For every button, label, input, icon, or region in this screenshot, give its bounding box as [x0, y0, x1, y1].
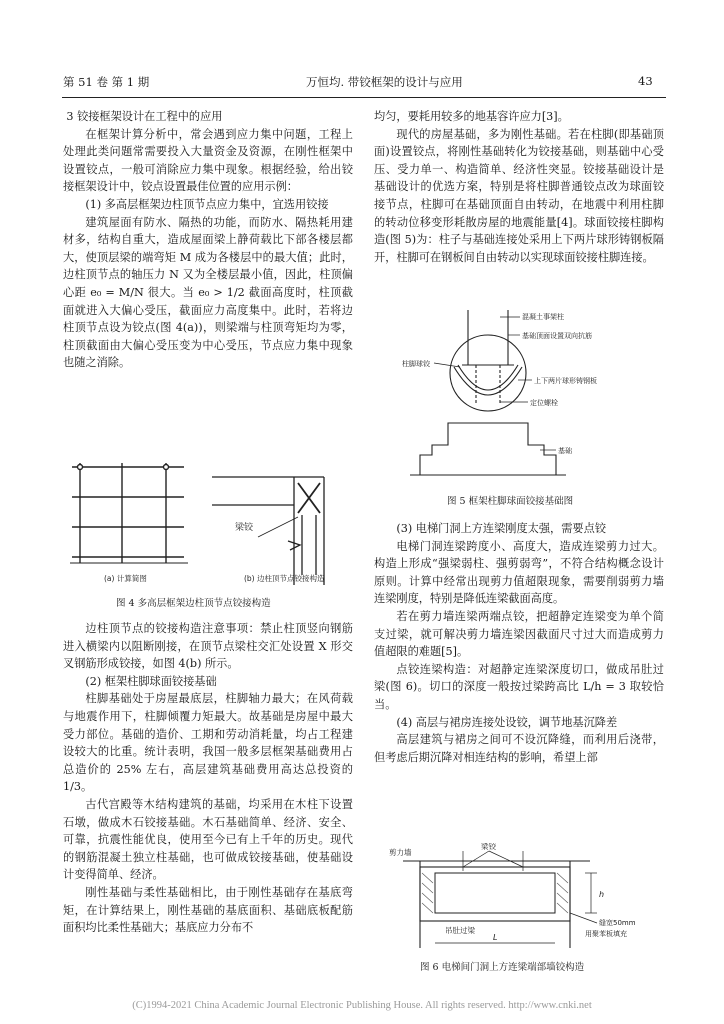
paragraph: 现代的房屋基础，多为刚性基础。若在柱脚(即基础顶面)设置铰点，将刚性基础转化为铰接基础，则基础中心受压、受力单一、构造简单、经济性突显。铰接基础设计是基础设计的优选方案，特别是将柱脚普通铰点改为球面铰接节点，柱脚可在基础顶面自由转动，在地震中利用柱脚的转动位移变形耗散房屋的地震能量[4]。球面铰接柱脚构造(图 5)为：柱子与基础连接处采用上下两片球形铸钢板隔开，柱脚可在钢板间自由转动以实现球面铰接柱脚连接。	[374, 127, 664, 264]
left-column-top	[63, 108, 353, 372]
left-column-bottom	[63, 620, 353, 937]
section-title: 3 铰接框架设计在工程中的应用	[66, 110, 223, 123]
paragraph: 电梯门洞连梁跨度小、高度大，造成连梁剪力过大。构造上形成“强梁弱柱、强剪弱弯”，不符合结构概念设计原则。计算中经常出现剪力值超限现象，需要削弱剪力墙连梁刚度，特别是降低连梁截面高度。	[374, 539, 664, 606]
subsection-title: (3) 电梯门洞上方连梁刚度太强，需要点铰	[396, 522, 606, 535]
subcaption-b: (b) 边柱顶节点铰接构造	[244, 574, 325, 583]
figure-6-caption: 图 6 电梯间门洞上方连梁端部墙铰构造	[420, 962, 585, 973]
figure-5	[400, 305, 645, 485]
fig6-label: 梁铰	[481, 843, 496, 851]
paragraph: 均匀，要耗用较多的地基容许应力[3]。	[374, 110, 569, 123]
paragraph: 点铰连梁构造：对超静定连梁深度切口，做成吊肚过梁(图 6)。切口的深度一般按过梁跨高比 L/h = 3 取较恰当。	[374, 662, 664, 711]
subsection-title: (2) 框架柱脚球面铰接基础	[85, 674, 217, 688]
fig6-label: 剪力墙	[389, 848, 412, 857]
journal-issue: 第 51 卷 第 1 期	[63, 75, 150, 89]
fig5-label: 基础顶面设置双向抗筋	[522, 332, 592, 340]
hinge-label: 梁铰	[235, 523, 254, 533]
edge-column-joint-detail	[212, 477, 324, 585]
subsection-title: (1) 多高层框架边柱顶节点应力集中，宜选用铰接	[85, 197, 329, 211]
right-column-middle	[374, 520, 664, 766]
fig5-label: 柱脚球铰	[402, 360, 430, 368]
subsection-title: (4) 高层与裙房连接处设铰，调节地基沉降差	[396, 715, 618, 729]
page-number: 43	[638, 74, 653, 88]
figure-5-caption: 图 5 框架柱脚球面铰接基础图	[447, 496, 574, 507]
figure-4-caption: 图 4 多高层框架边柱顶节点铰接构造	[116, 598, 271, 609]
frame-calculation-diagram	[70, 463, 188, 563]
running-title: 万恒均. 带铰框架的设计与应用	[306, 75, 463, 89]
header-rule	[62, 97, 666, 98]
right-column-top	[374, 108, 664, 266]
paragraph: 在框架计算分析中，常会遇到应力集中问题，工程上处理此类问题常需要投入大量资金及资源，在刚性框架中设置铰点，一般可消除应力集中现象。根据经验，给出铰接框架设计中，铰点设置最佳位置的应用示例：	[63, 127, 353, 194]
fig5-label: 基础	[558, 447, 572, 455]
paragraph: 刚性基础与柔性基础相比，由于刚性基础存在基底弯矩，在计算结果上，刚性基础的基底面积、基础底板配筋面积均比柔性基础大；基底应力分布不	[63, 885, 353, 935]
paragraph: 边柱顶节点的铰接构造注意事项：禁止柱顶竖向钢筋进入横梁内以阻断刚接，在顶节点梁柱交汇处设置 X 形交叉钢筋形成铰接，如图 4(b) 所示。	[63, 622, 353, 671]
dimension-h: h	[599, 890, 605, 899]
paragraph: 柱脚基础处于房屋最底层，柱脚轴力最大；在风荷载与地震作用下，柱脚倾覆力矩最大。故基础是房屋中最大受力部位。基础的造价、工期和劳动消耗量，均占工程建设较大的比重。统计表明，我国一般多层框架基础费用占总造价的 25% 左右，高层建筑基础费用高达总投资的 1/3。	[63, 692, 353, 794]
dimension-l: L	[493, 933, 498, 942]
paragraph: 若在剪力墙连梁两端点铰，把超静定连梁变为单个简支过梁，就可解决剪力墙连梁因截面尺寸过大而造成剪力值超限的难题[5]。	[374, 609, 664, 659]
fig6-label: 缝宽50mm	[599, 919, 636, 927]
copyright-footer: (C)1994-2021 China Academic Journal Electronic Publishing House. All rights reserved. http://www.cnki.net	[132, 1000, 592, 1011]
fig5-label: 定位螺栓	[530, 399, 558, 407]
fig5-label: 上下两片球形铸钢板	[534, 377, 597, 385]
paragraph: 古代宫殿等木结构建筑的基础，均采用在木柱下设置石墩，做成木石铰接基础。木石基础简单、经济、安全、可靠，抗震性能优良，使用至今已有上千年的历史。现代的钢筋混凝土独立柱基础，也可做成铰接基础，使基础设计变得简单、经济。	[63, 797, 353, 882]
fig6-label: 吊肚过梁	[445, 926, 475, 935]
paragraph: 建筑屋面有防水、隔热的功能，而防水、隔热耗用建材多，结构自重大，造成屋面梁上静荷载比下部各楼层都大，使顶层梁的端弯矩 M 成为各楼层中的最大值；此时，边柱顶节点的轴压力 N 又为全楼层最小值，因此，柱顶偏心距 e₀ = M/N 很大。当 e₀ > 1/2 截面高度时，柱顶截面就进入大偏心受压，截面应力高度集中。此时，若将边柱顶节点设为铰点(图 4(a))，则梁端与柱顶弯矩均为零，柱顶截面由大偏心受压变为中心受压，节点应力集中现象也随之消除。	[63, 215, 353, 370]
fig6-label: 用聚苯板填充	[585, 930, 627, 938]
fig5-label: 混凝土事架柱	[522, 313, 564, 321]
subcaption-a: (a) 计算简图	[104, 574, 147, 583]
paragraph: 高层建筑与裙房之间可不设沉降缝，而利用后浇带，但考虑后期沉降对相连结构的影响，希望上部	[374, 733, 664, 764]
figure-6	[385, 843, 655, 955]
